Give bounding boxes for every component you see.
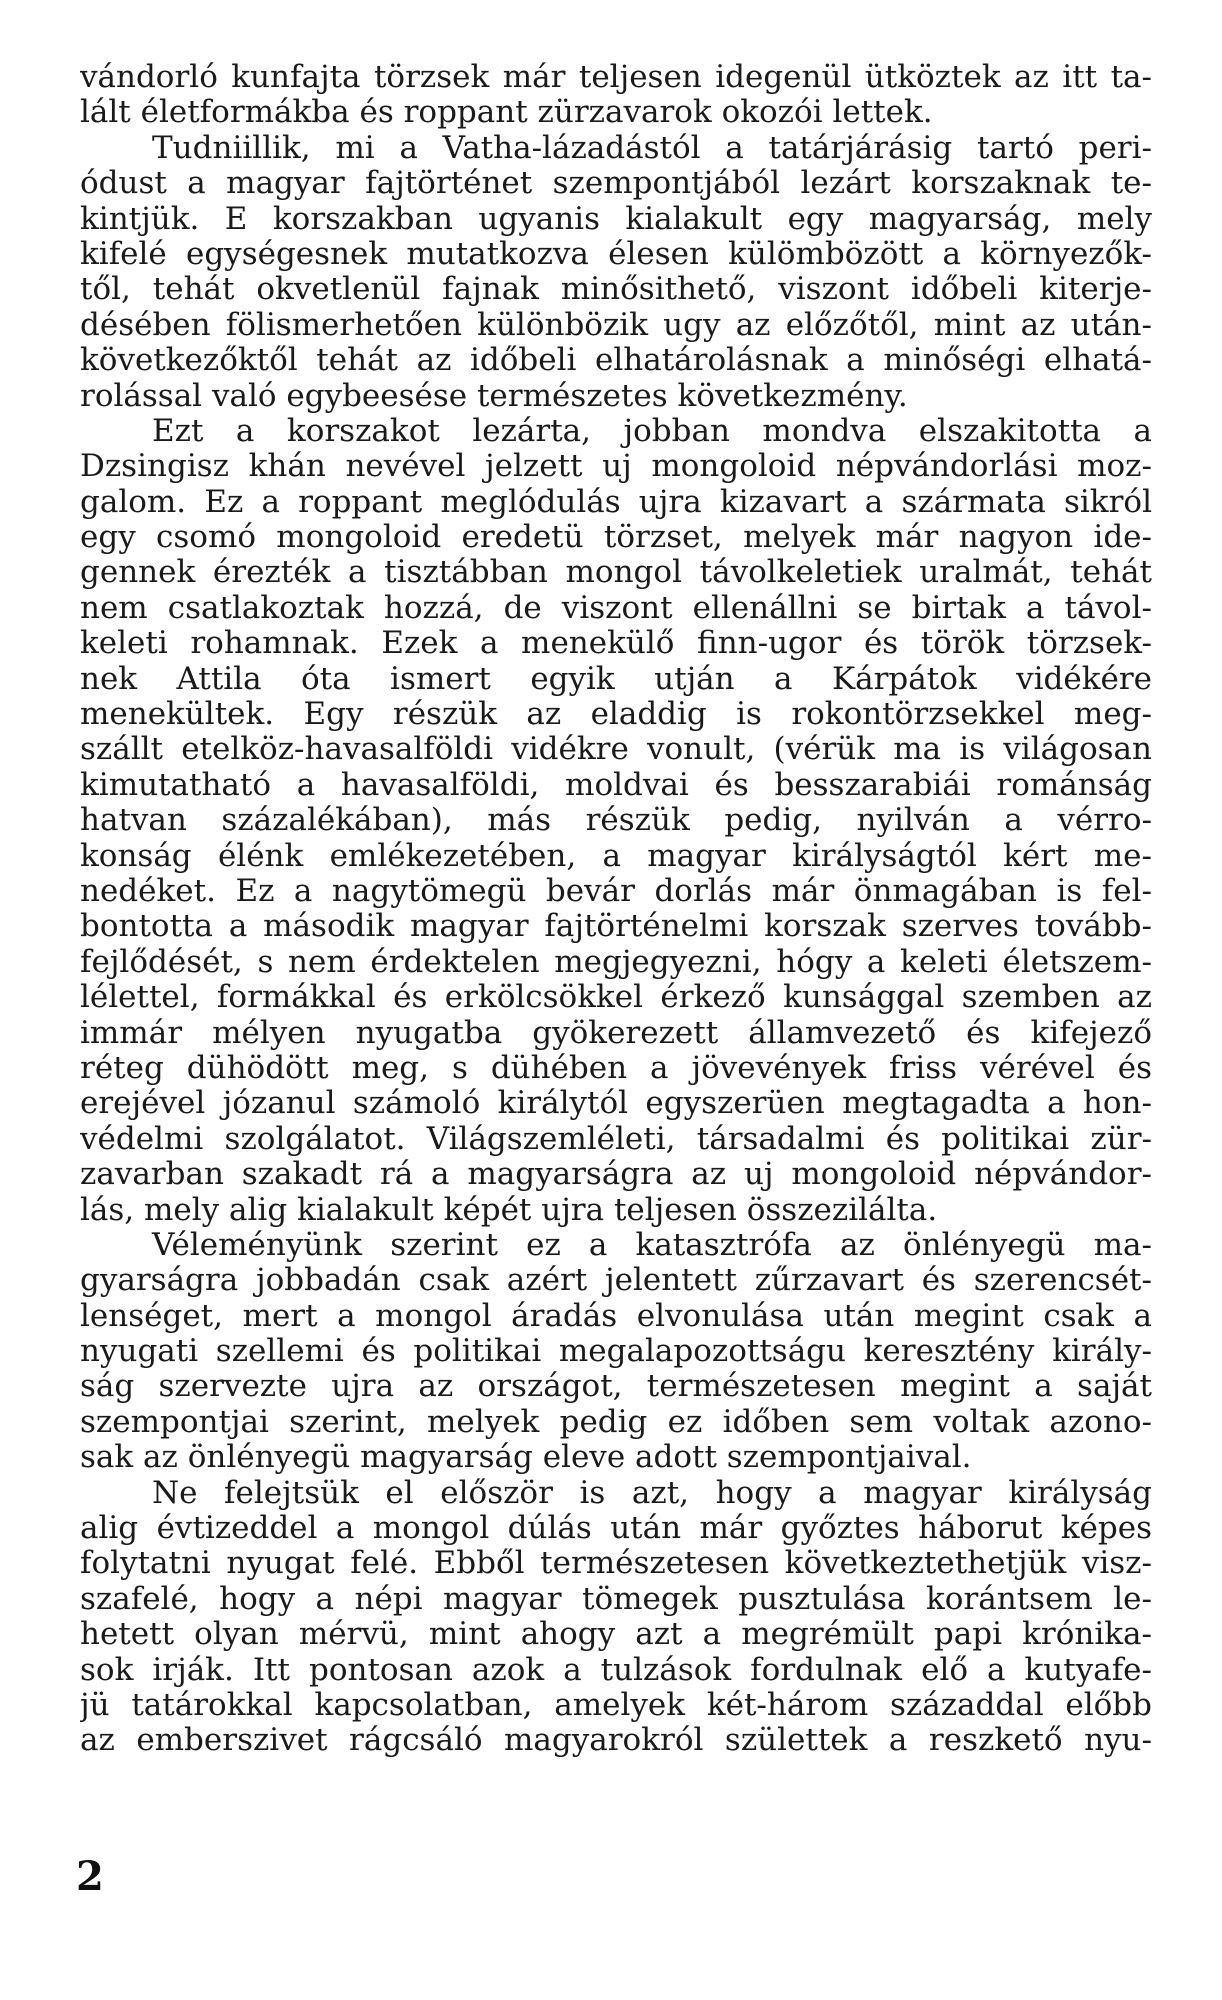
text-line: lenséget, mert a mongol áradás elvonulása után megint csak a (80, 1298, 1152, 1334)
text-line: vándorló kunfajta törzsek már teljesen idegenül ütköztek az itt ta- (80, 60, 1152, 95)
text-line: galom. Ez a roppant meglódulás ujra kizavart a szármata sikról (80, 484, 1152, 520)
text-line: réteg dühödött meg, s dühében a jövevények friss vérével és (80, 1050, 1152, 1086)
text-line: gyarságra jobbadán csak azért jelentett zűrzavart és szerencsét- (80, 1263, 1152, 1299)
text-line: től, tehát okvetlenül fajnak minősithető, viszont időbeli kiterje- (80, 272, 1152, 308)
page-number: 2 (76, 1853, 104, 1900)
text-line: lás, mely alig kialakult képét ujra teljesen összezilálta. (80, 1192, 938, 1228)
text-line: lélettel, formákkal és erkölcsökkel érkező kunsággal szemben az (80, 980, 1152, 1016)
text-line: Dzsingisz khán nevével jelzett uj mongoloid népvándorlási moz- (80, 449, 1152, 485)
text-line: immár mélyen nyugatba gyökerezett államvezető és kifejező (80, 1015, 1152, 1051)
text-line: ság szervezte ujra az országot, természetesen megint a saját (80, 1369, 1152, 1405)
text-line: kifelé egységesnek mutatkozva élesen külömbözött a környezők- (80, 236, 1152, 272)
text-line: désében fölismerhetően különbözik ugy az előzőtől, mint az után- (80, 307, 1152, 343)
text-line: az emberszivet rágcsáló magyarokról születtek a reszkető nyu- (80, 1723, 1152, 1759)
text-line: sak az önlényegü magyarság eleve adott szempontjaival. (80, 1440, 972, 1476)
text-line: erejével józanul számoló királytól egyszerüen megtagadta a hon- (80, 1086, 1152, 1122)
text-line: egy csomó mongoloid eredetü törzset, melyek már nagyon ide- (80, 520, 1152, 556)
text-line: lált életformákba és roppant zürzavarok okozói lettek. (80, 95, 933, 131)
text-line: keleti rohamnak. Ezek a menekülő finn-ugor és török törzsek- (80, 626, 1152, 662)
text-line: Véleményünk szerint ez a katasztrófa az önlényegü ma- (152, 1227, 1152, 1263)
text-line: fejlődését, s nem érdektelen megjegyezni, hógy a keleti életszem- (80, 944, 1152, 980)
text-line: gennek érezték a tisztábban mongol távolkeletiek uralmát, tehát (80, 555, 1152, 591)
text-line: jü tatárokkal kapcsolatban, amelyek két-három századdal előbb (80, 1687, 1152, 1723)
text-line: ódust a magyar fajtörténet szempontjából lezárt korszaknak te- (80, 166, 1152, 202)
text-line: Tudniillik, mi a Vatha-lázadástól a tatárjárásig tartó peri- (152, 130, 1152, 166)
text-line: szállt etelköz-havasalföldi vidékre vonult, (vérük ma is világosan (80, 732, 1152, 768)
text-line: menekültek. Egy részük az eladdig is rokontörzsekkel meg- (80, 697, 1152, 733)
text-line: konság élénk emlékezetében, a magyar királyságtól kért me- (80, 838, 1152, 874)
text-line: védelmi szolgálatot. Világszemléleti, társadalmi és politikai zür- (80, 1121, 1152, 1157)
text-line: nedéket. Ez a nagytömegü bevár dorlás már önmagában is fel- (80, 873, 1152, 909)
text-line: szempontjai szerint, melyek pedig ez időben sem voltak azono- (80, 1404, 1152, 1440)
text-line: Ezt a korszakot lezárta, jobban mondva elszakitotta a (152, 413, 1152, 449)
text-line: bontotta a második magyar fajtörténelmi korszak szerves tovább- (80, 909, 1152, 945)
text-line: rolással való egybeesése természetes következmény. (80, 378, 908, 414)
text-line: következőktől tehát az időbeli elhatárolásnak a minőségi elhatá- (80, 343, 1152, 379)
text-line: alig évtizeddel a mongol dúlás után már győztes háborut képes (80, 1511, 1152, 1547)
text-line: sok irják. Itt pontosan azok a tulzások fordulnak elő a kutyafe- (80, 1652, 1152, 1688)
text-line: kintjük. E korszakban ugyanis kialakult egy magyarság, mely (80, 201, 1152, 237)
text-line: hetett olyan mérvü, mint ahogy azt a megrémült papi krónika- (80, 1617, 1152, 1653)
text-line: nem csatlakoztak hozzá, de viszont ellenállni se birtak a távol- (80, 590, 1152, 626)
text-line: Ne felejtsük el először is azt, hogy a magyar királyság (152, 1475, 1152, 1511)
text-line: kimutatható a havasalföldi, moldvai és besszarabiái románság (80, 767, 1152, 803)
text-line: nek Attila óta ismert egyik utján a Kárpátok vidékére (80, 661, 1152, 697)
text-line: szafelé, hogy a népi magyar tömegek pusztulása korántsem le- (80, 1581, 1152, 1617)
text-line: hatvan százalékában), más részük pedig, nyilván a vérro- (80, 803, 1152, 839)
text-line: zavarban szakadt rá a magyarságra az uj mongoloid népvándor- (80, 1157, 1152, 1193)
document-page (80, 60, 1152, 1759)
text-line: nyugati szellemi és politikai megalapozottságu keresztény király- (80, 1334, 1152, 1370)
text-line: folytatni nyugat felé. Ebből természetesen következtethetjük visz- (80, 1546, 1152, 1582)
